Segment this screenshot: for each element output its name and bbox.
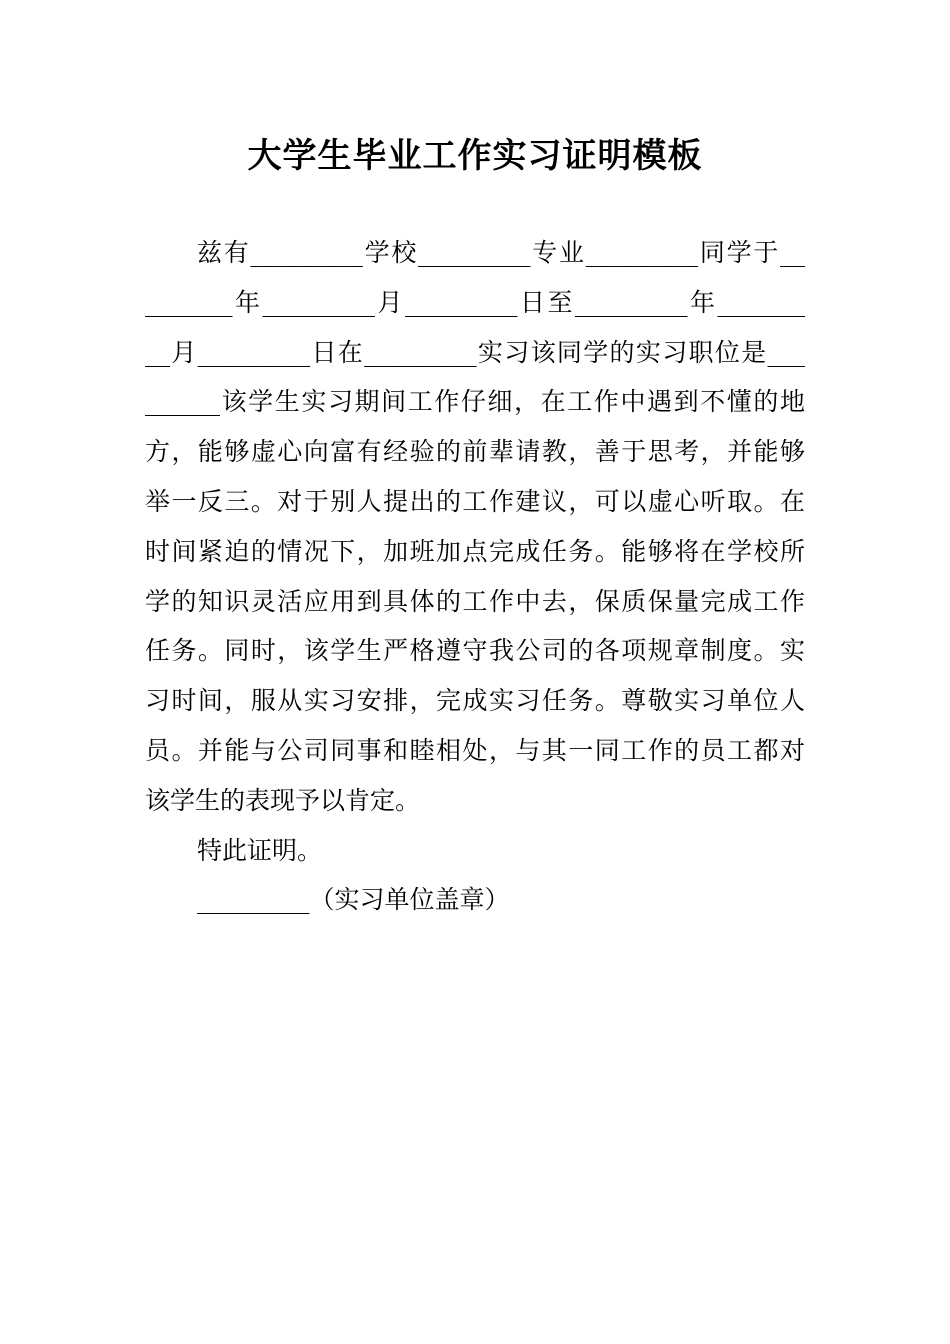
paragraph-line: ______该学生实习期间工作仔细，在工作中遇到不懂的地 [145,387,805,417]
paragraph-line: 学的知识灵活应用到具体的工作中去，保质保量完成工作 [145,586,805,616]
paragraph-line: 方，能够虚心向富有经验的前辈请教，善于思考，并能够 [145,437,805,467]
paragraph-line: 时间紧迫的情况下，加班加点完成任务。能够将在学校所 [145,536,805,566]
closing-text: 特此证明。 [197,835,323,865]
document-title: 大学生毕业工作实习证明模板 [247,136,703,176]
paragraph-line: 举一反三。对于别人提出的工作建议，可以虚心听取。在 [145,486,805,516]
certificate-body [145,228,805,925]
paragraph-line: 该学生的表现予以肯定。 [145,785,421,815]
signature-line: _________（实习单位盖章） [197,885,510,915]
paragraph-line: 员。并能与公司同事和睦相处，与其一同工作的员工都对 [145,735,805,765]
paragraph-line: 习时间，服从实习安排，完成实习任务。尊敬实习单位人 [145,686,805,716]
paragraph-line: _______年_________月_________日至_________年_______ [145,287,805,317]
paragraph-line: __月_________日在_________实习该同学的实习职位是___ [145,337,805,367]
paragraph-line: 兹有_________学校_________专业_________同学于__ [197,238,805,267]
paragraph-line: 任务。同时，该学生严格遵守我公司的各项规章制度。实 [145,636,805,666]
